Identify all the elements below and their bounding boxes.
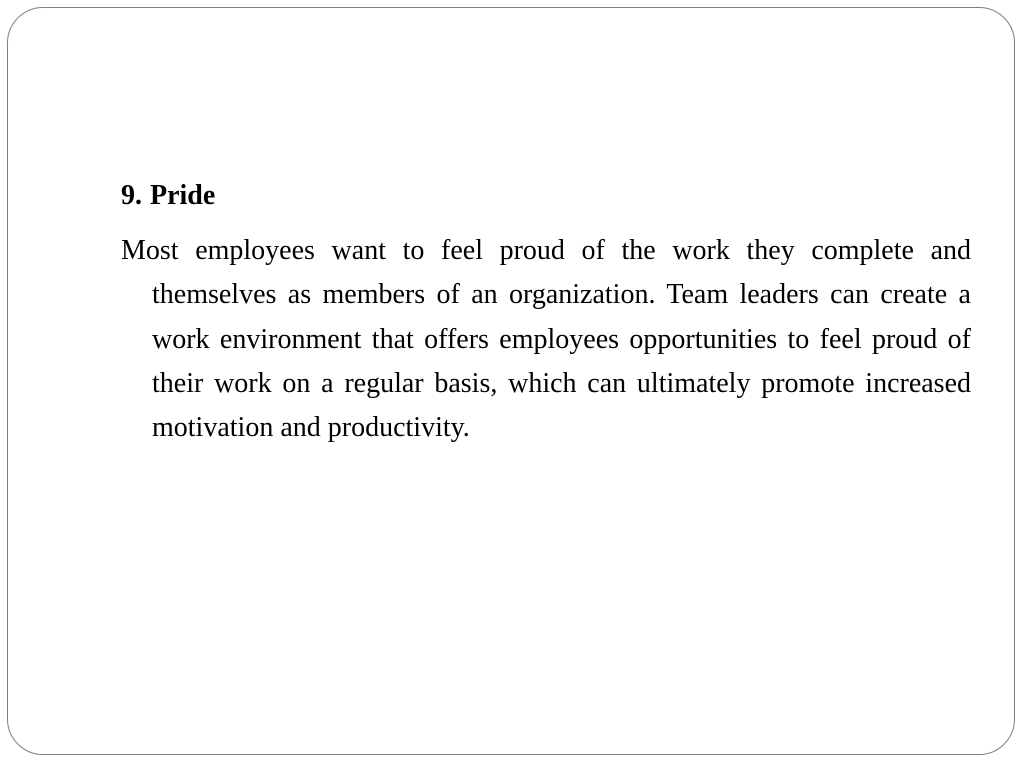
section-heading [121,174,971,218]
body-paragraph: Most employees want to feel proud of the work they complete and themselves as members of an organization. Team leaders can create a work environment that offers employees opportunities to feel proud of their work on a regular basis, which can ultimately promote increased motivation and productivity. [121,235,971,444]
slide-content [121,174,971,450]
heading-number: 9. [121,180,142,211]
heading-title: Pride [150,180,216,211]
slide-frame [7,7,1015,755]
